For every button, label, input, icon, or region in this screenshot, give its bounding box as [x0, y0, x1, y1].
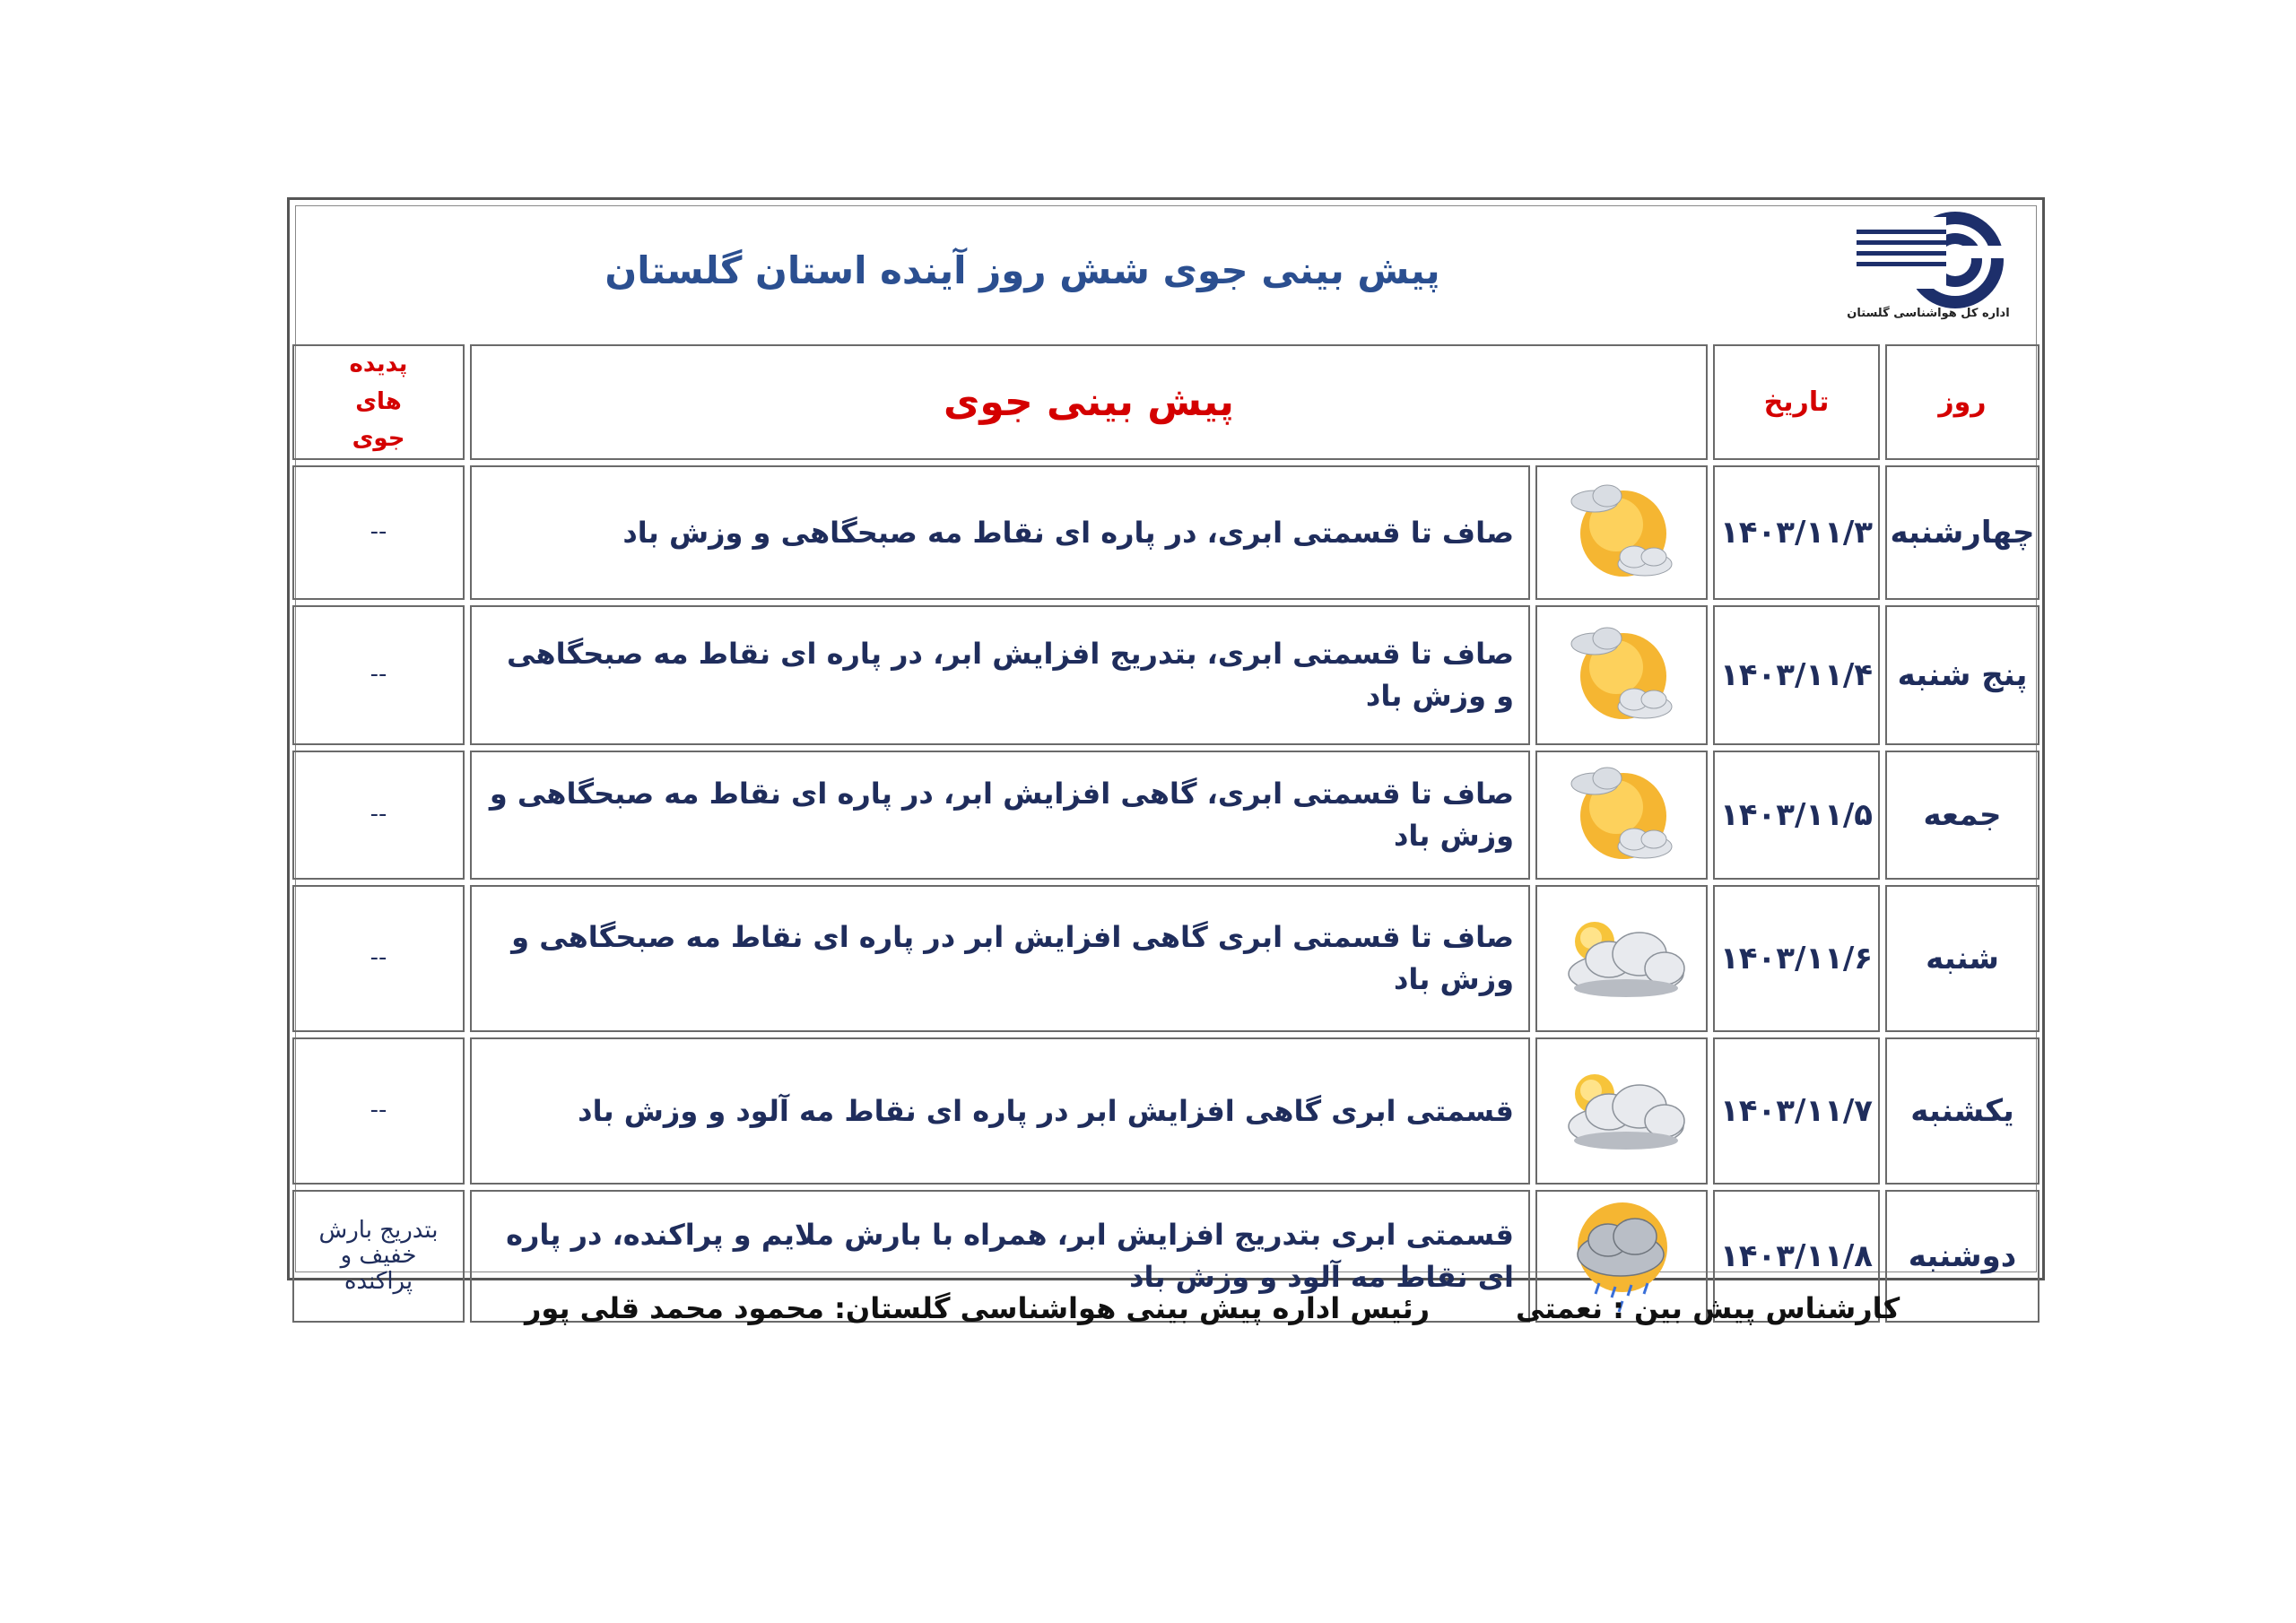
date-cell: ۱۴۰۳/۱۱/۳: [1713, 465, 1880, 600]
date-cell: ۱۴۰۳/۱۱/۴: [1713, 605, 1880, 745]
partly-cloudy-sun-icon: [1535, 465, 1708, 600]
day-cell: چهارشنبه: [1885, 465, 2039, 600]
forecast-cell: قسمتی ابری گاهی افزایش ابر در پاره ای نقاط مه آلود و وزش باد: [470, 1037, 1530, 1185]
header-date: تاریخ: [1713, 344, 1880, 460]
table-row: [292, 751, 2039, 880]
table-row: [292, 465, 2039, 600]
phenomena-cell: --: [292, 1037, 465, 1185]
day-cell: دوشنبه: [1885, 1190, 2039, 1323]
table-row: [292, 885, 2039, 1032]
cloudy-sun-icon: [1535, 1037, 1708, 1185]
date-cell: ۱۴۰۳/۱۱/۶: [1713, 885, 1880, 1032]
day-cell: پنج شنبه: [1885, 605, 2039, 745]
date-cell: ۱۴۰۳/۱۱/۷: [1713, 1037, 1880, 1185]
partly-cloudy-sun-icon: [1535, 751, 1708, 880]
partly-cloudy-sun-icon: [1535, 605, 1708, 745]
forecast-cell: صاف تا قسمتی ابری، گاهی افزایش ابر، در پاره ای نقاط مه صبحگاهی و وزش باد: [470, 751, 1530, 880]
table-row: [292, 1037, 2039, 1185]
header-phenomena: پدیده های جوی: [292, 344, 465, 460]
page-title: پیش بینی جوی شش روز آینده استان گلستان: [604, 247, 1440, 292]
phenomena-cell: --: [292, 885, 465, 1032]
forecast-cell: صاف تا قسمتی ابری، در پاره ای نقاط مه صبحگاهی و وزش باد: [470, 465, 1530, 600]
cloudy-sun-icon: [1535, 885, 1708, 1032]
date-cell: ۱۴۰۳/۱۱/۵: [1713, 751, 1880, 880]
day-cell: شنبه: [1885, 885, 2039, 1032]
day-cell: جمعه: [1885, 751, 2039, 880]
phenomena-cell: بتدریج بارش خفیف و پراکنده: [292, 1190, 465, 1323]
header-forecast: پیش بینی جوی: [470, 344, 1708, 460]
forecast-cell: صاف تا قسمتی ابری گاهی افزایش ابر در پاره ای نقاط مه صبحگاهی و وزش باد: [470, 885, 1530, 1032]
forecast-cell: صاف تا قسمتی ابری، بتدریج افزایش ابر، در پاره ای نقاط مه صبحگاهی و وزش باد: [470, 605, 1530, 745]
day-cell: یکشنبه: [1885, 1037, 2039, 1185]
phenomena-cell: --: [292, 465, 465, 600]
table-row: [292, 605, 2039, 745]
header-day: روز: [1885, 344, 2039, 460]
date-cell: ۱۴۰۳/۱۱/۸: [1713, 1190, 1880, 1323]
phenomena-cell: --: [292, 751, 465, 880]
table-header-row: [292, 344, 2039, 460]
forecast-table: [287, 339, 2045, 1328]
chief-name: رئیس اداره پیش بینی هواشناسی گلستان: محمود محمد قلی پور: [525, 1291, 1431, 1325]
logo-caption: اداره کل هواشناسی گلستان: [1847, 307, 2010, 320]
phenomena-cell: --: [292, 605, 465, 745]
forecast-cell: قسمتی ابری بتدریج افزایش ابر، همراه با بارش ملایم و پراکنده، در پاره ای نقاط مه آلود و وزش باد: [470, 1190, 1530, 1323]
forecaster-name: کارشناس پیش بین : نعمتی: [1516, 1291, 1900, 1325]
